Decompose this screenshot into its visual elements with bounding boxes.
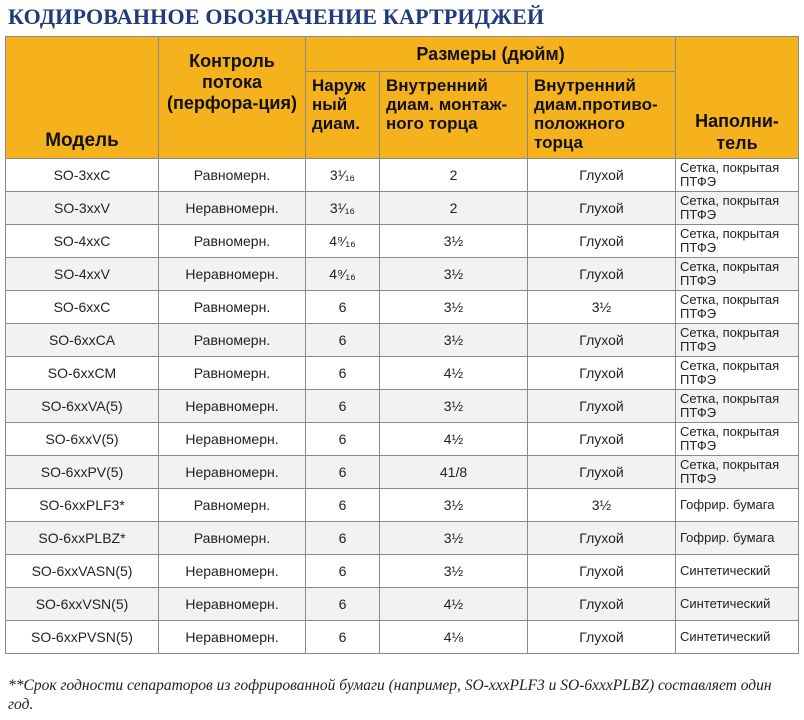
cell-flow-control: Равномерн. [159, 489, 306, 522]
header-model: Модель [6, 37, 159, 159]
cell-inner-mount-diameter: 41/8 [380, 456, 528, 489]
cell-inner-mount-diameter: 3½ [380, 258, 528, 291]
cell-inner-mount-diameter: 3½ [380, 225, 528, 258]
cell-flow-control: Равномерн. [159, 324, 306, 357]
table-row [6, 390, 799, 423]
cell-fill: Сетка, покрытая ПТФЭ [676, 291, 799, 324]
cell-model: SO-6xxV(5) [6, 423, 159, 456]
cell-flow-control: Неравномерн. [159, 258, 306, 291]
cell-inner-mount-diameter: 2 [380, 159, 528, 192]
cell-flow-control: Равномерн. [159, 522, 306, 555]
cell-model: SO-3xxC [6, 159, 159, 192]
cell-fill: Сетка, покрытая ПТФЭ [676, 456, 799, 489]
table-row [6, 621, 799, 654]
cell-fill: Сетка, покрытая ПТФЭ [676, 225, 799, 258]
cell-inner-opposite-diameter: Глухой [528, 225, 676, 258]
header-flow-control: Контроль потока (перфора-ция) [159, 37, 306, 159]
cell-inner-opposite-diameter: Глухой [528, 357, 676, 390]
cell-inner-opposite-diameter: Глухой [528, 258, 676, 291]
header-inner-mount-diameter: Внутренний диам. монтаж-ного торца [380, 72, 528, 159]
cell-flow-control: Неравномерн. [159, 555, 306, 588]
cell-flow-control: Равномерн. [159, 357, 306, 390]
cell-outer-diameter: 4⁹⁄₁₆ [306, 258, 380, 291]
cell-inner-opposite-diameter: Глухой [528, 192, 676, 225]
cell-flow-control: Неравномерн. [159, 621, 306, 654]
table-row [6, 324, 799, 357]
cell-model: SO-3xxV [6, 192, 159, 225]
cell-flow-control: Равномерн. [159, 159, 306, 192]
cell-outer-diameter: 6 [306, 489, 380, 522]
cell-fill: Синтетический [676, 621, 799, 654]
cell-inner-opposite-diameter: Глухой [528, 390, 676, 423]
cell-model: SO-4xxC [6, 225, 159, 258]
cell-fill: Гофрир. бумага [676, 489, 799, 522]
table-row [6, 159, 799, 192]
table-row [6, 489, 799, 522]
cell-inner-opposite-diameter: Глухой [528, 423, 676, 456]
cell-inner-mount-diameter: 4½ [380, 357, 528, 390]
cell-inner-opposite-diameter: 3½ [528, 291, 676, 324]
cell-model: SO-6xxPLBZ* [6, 522, 159, 555]
header-inner-opposite-diameter: Внутренний диам.противо-положного торца [528, 72, 676, 159]
cell-inner-mount-diameter: 4½ [380, 588, 528, 621]
cell-inner-mount-diameter: 4⅛ [380, 621, 528, 654]
page-title: КОДИРОВАННОЕ ОБОЗНАЧЕНИЕ КАРТРИДЖЕЙ [8, 4, 545, 29]
table-row [6, 588, 799, 621]
cartridge-table [5, 36, 799, 654]
table-row [6, 522, 799, 555]
cell-outer-diameter: 6 [306, 522, 380, 555]
cell-inner-opposite-diameter: 3½ [528, 489, 676, 522]
cell-flow-control: Неравномерн. [159, 192, 306, 225]
cell-outer-diameter: 6 [306, 291, 380, 324]
cell-inner-opposite-diameter: Глухой [528, 588, 676, 621]
header-fill: Наполни-тель [676, 37, 799, 159]
footnote: **Срок годности сепараторов из гофрированной бумаги (например, SO-xxxPLF3 и SO-6xxxPLBZ) составляет один год. [8, 677, 772, 713]
cell-flow-control: Неравномерн. [159, 390, 306, 423]
cell-inner-opposite-diameter: Глухой [528, 555, 676, 588]
cell-model: SO-6xxPLF3* [6, 489, 159, 522]
cell-inner-opposite-diameter: Глухой [528, 456, 676, 489]
cell-inner-mount-diameter: 3½ [380, 489, 528, 522]
cell-flow-control: Неравномерн. [159, 456, 306, 489]
cell-inner-mount-diameter: 3½ [380, 324, 528, 357]
cell-model: SO-6xxC [6, 291, 159, 324]
cell-fill: Гофрир. бумага [676, 522, 799, 555]
cell-outer-diameter: 6 [306, 357, 380, 390]
table-row [6, 357, 799, 390]
table-row [6, 258, 799, 291]
cell-outer-diameter: 6 [306, 588, 380, 621]
cell-fill: Сетка, покрытая ПТФЭ [676, 357, 799, 390]
cell-fill: Сетка, покрытая ПТФЭ [676, 159, 799, 192]
cell-outer-diameter: 6 [306, 324, 380, 357]
cell-outer-diameter: 6 [306, 621, 380, 654]
table-row [6, 423, 799, 456]
cell-model: SO-6xxVA(5) [6, 390, 159, 423]
table-row [6, 456, 799, 489]
cell-fill: Синтетический [676, 555, 799, 588]
cell-inner-opposite-diameter: Глухой [528, 621, 676, 654]
table-row [6, 225, 799, 258]
cell-fill: Синтетический [676, 588, 799, 621]
cell-outer-diameter: 6 [306, 423, 380, 456]
header-outer-diameter: Наруж ный диам. [306, 72, 380, 159]
cell-inner-mount-diameter: 2 [380, 192, 528, 225]
cell-inner-mount-diameter: 3½ [380, 522, 528, 555]
cell-model: SO-4xxV [6, 258, 159, 291]
table-row [6, 291, 799, 324]
cell-fill: Сетка, покрытая ПТФЭ [676, 192, 799, 225]
cell-inner-opposite-diameter: Глухой [528, 324, 676, 357]
cell-outer-diameter: 4⁹⁄₁₆ [306, 225, 380, 258]
cell-inner-mount-diameter: 4½ [380, 423, 528, 456]
cell-model: SO-6xxCA [6, 324, 159, 357]
cell-inner-mount-diameter: 3½ [380, 291, 528, 324]
cell-model: SO-6xxPV(5) [6, 456, 159, 489]
cell-outer-diameter: 6 [306, 555, 380, 588]
cell-outer-diameter: 6 [306, 390, 380, 423]
cell-fill: Сетка, покрытая ПТФЭ [676, 390, 799, 423]
cell-inner-mount-diameter: 3½ [380, 390, 528, 423]
table-row [6, 192, 799, 225]
table-row [6, 555, 799, 588]
cell-flow-control: Неравномерн. [159, 588, 306, 621]
cell-model: SO-6xxCM [6, 357, 159, 390]
cell-outer-diameter: 6 [306, 456, 380, 489]
cell-model: SO-6xxVSN(5) [6, 588, 159, 621]
cell-inner-opposite-diameter: Глухой [528, 522, 676, 555]
cell-flow-control: Равномерн. [159, 225, 306, 258]
cell-flow-control: Неравномерн. [159, 423, 306, 456]
cell-model: SO-6xxVASN(5) [6, 555, 159, 588]
cell-model: SO-6xxPVSN(5) [6, 621, 159, 654]
cell-inner-opposite-diameter: Глухой [528, 159, 676, 192]
cell-fill: Сетка, покрытая ПТФЭ [676, 324, 799, 357]
cell-fill: Сетка, покрытая ПТФЭ [676, 423, 799, 456]
cell-outer-diameter: 3¹⁄₁₆ [306, 159, 380, 192]
cell-flow-control: Равномерн. [159, 291, 306, 324]
header-sizes: Размеры (дюйм) [306, 37, 676, 72]
cell-outer-diameter: 3¹⁄₁₆ [306, 192, 380, 225]
cell-fill: Сетка, покрытая ПТФЭ [676, 258, 799, 291]
cell-inner-mount-diameter: 3½ [380, 555, 528, 588]
